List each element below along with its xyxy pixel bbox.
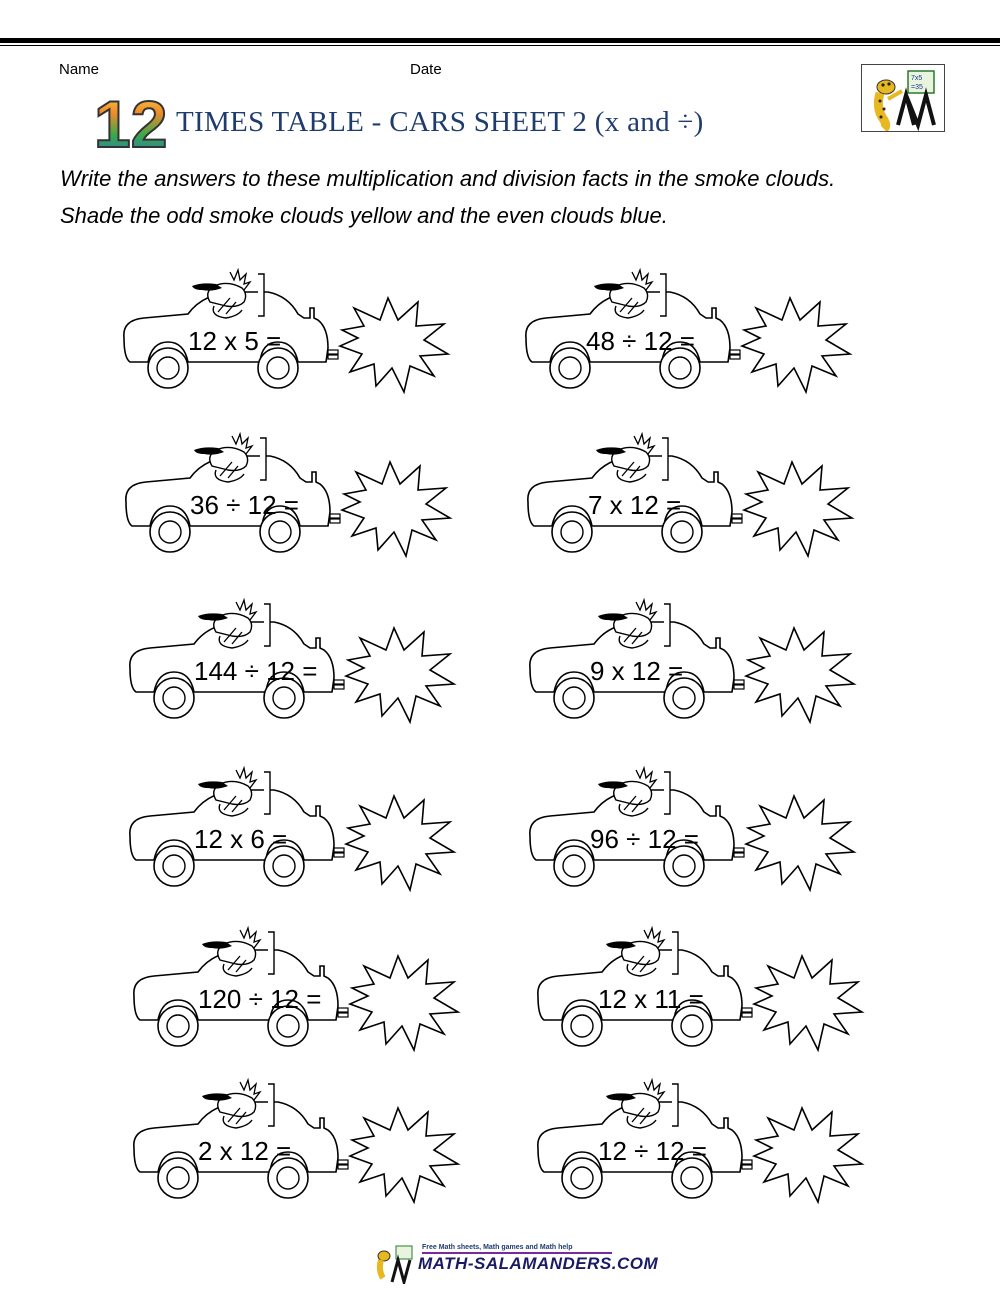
number-12-text: 12	[94, 92, 168, 154]
equation-text: 12 x 6 =	[194, 824, 288, 854]
answer-cloud-area[interactable]	[364, 1122, 444, 1188]
car-problem	[128, 1078, 488, 1208]
equation-text: 2 x 12 =	[198, 1136, 292, 1166]
equation-text: 12 ÷ 12 =	[598, 1136, 707, 1166]
car-problem	[524, 598, 884, 728]
car-problem	[128, 926, 488, 1056]
equation-text: 12 x 5 =	[188, 326, 282, 356]
instructions-line-1: Write the answers to these multiplication and division facts in the smoke clouds.	[60, 166, 836, 191]
car-problem	[532, 926, 892, 1056]
answer-cloud-area[interactable]	[756, 312, 836, 378]
logo-text-1: 7x5	[911, 75, 923, 82]
equation-text: 144 ÷ 12 =	[194, 656, 318, 686]
footer-brand[interactable]: MATH-SALAMANDERS.COM	[418, 1254, 659, 1273]
car-problem	[118, 268, 478, 398]
answer-cloud-area[interactable]	[758, 476, 838, 542]
footer-tagline: Free Math sheets, Math games and Math help	[422, 1244, 573, 1251]
car-problem	[524, 766, 884, 896]
number-12-graphic	[92, 92, 172, 154]
top-rule	[0, 38, 1000, 43]
page-title: TIMES TABLE - CARS SHEET 2 (x and ÷)	[176, 106, 704, 138]
car-problem	[532, 1078, 892, 1208]
answer-cloud-area[interactable]	[760, 810, 840, 876]
car-problem	[124, 766, 484, 896]
answer-cloud-area[interactable]	[354, 312, 434, 378]
equation-text: 48 ÷ 12 =	[586, 326, 695, 356]
answer-cloud-area[interactable]	[360, 642, 440, 708]
equation-text: 7 x 12 =	[588, 490, 682, 520]
equation-text: 9 x 12 =	[590, 656, 684, 686]
name-label: Name	[59, 61, 100, 78]
instructions-line-2: Shade the odd smoke clouds yellow and the even clouds blue.	[60, 203, 668, 228]
answer-cloud-area[interactable]	[364, 970, 444, 1036]
answer-cloud-area[interactable]	[360, 810, 440, 876]
answer-cloud-area[interactable]	[760, 642, 840, 708]
answer-cloud-area[interactable]	[768, 970, 848, 1036]
car-problem	[522, 432, 882, 562]
equation-text: 12 x 11 =	[598, 984, 704, 1014]
logo-text-2: =35	[911, 84, 923, 91]
footer-logo	[372, 1244, 659, 1284]
answer-cloud-area[interactable]	[356, 476, 436, 542]
top-rule-thin	[0, 45, 1000, 46]
equation-text: 120 ÷ 12 =	[198, 984, 322, 1014]
equation-text: 96 ÷ 12 =	[590, 824, 699, 854]
date-label: Date	[410, 61, 442, 78]
salamander-logo	[861, 64, 945, 132]
answer-cloud-area[interactable]	[768, 1122, 848, 1188]
car-problem	[120, 432, 480, 562]
car-problem	[124, 598, 484, 728]
equation-text: 36 ÷ 12 =	[190, 490, 299, 520]
car-problem	[520, 268, 880, 398]
